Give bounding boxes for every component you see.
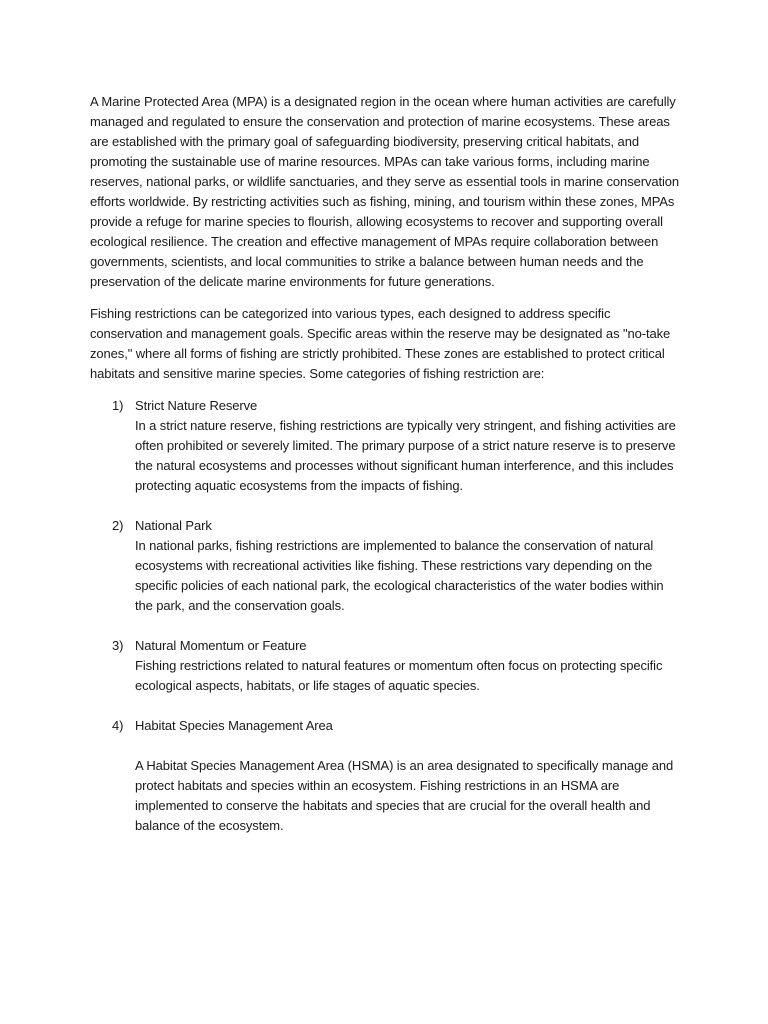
list-item-number: 3) xyxy=(112,638,124,653)
list-item xyxy=(90,636,680,696)
document-page xyxy=(90,92,680,856)
list-item-title: National Park xyxy=(135,518,212,533)
list-item-body: In national parks, fishing restrictions are implemented to balance the conservation of natural ecosystems with recreational activities like fishing. These restrictions vary depending on the specific policies of each national park, the ecological characteristics of the water bodies within the park, and the conservation goals. xyxy=(135,538,664,613)
intro-paragraph: A Marine Protected Area (MPA) is a designated region in the ocean where human activities are carefully managed and regulated to ensure the conservation and protection of marine ecosystems. These areas are established with the primary goal of safeguarding biodiversity, preserving critical habitats, and promoting the sustainable use of marine resources. MPAs can take various forms, including marine reserves, national parks, or wildlife sanctuaries, and they serve as essential tools in marine conservation efforts worldwide. By restricting activities such as fishing, mining, and tourism within these zones, MPAs provide a refuge for marine species to flourish, allowing ecosystems to recover and supporting overall ecological resilience. The creation and effective management of MPAs require collaboration between governments, scientists, and local communities to strike a balance between human needs and the preservation of the delicate marine environments for future generations. xyxy=(90,94,680,289)
list-item-body: Fishing restrictions related to natural features or momentum often focus on protecting specific ecological aspects, habitats, or life stages of aquatic species. xyxy=(135,658,663,693)
restriction-categories-list xyxy=(90,396,680,836)
list-item-number: 1) xyxy=(112,398,124,413)
list-item-body: In a strict nature reserve, fishing restrictions are typically very stringent, and fishing activities are often prohibited or severely limited. The primary purpose of a strict nature reserve is to preserve the natural ecosystems and processes without significant human interference, and this includes protecting aquatic ecosystems from the impacts of fishing. xyxy=(135,418,676,493)
list-item-number: 4) xyxy=(112,718,124,733)
list-item-title: Natural Momentum or Feature xyxy=(135,638,307,653)
list-item xyxy=(90,396,680,496)
fishing-restrictions-paragraph: Fishing restrictions can be categorized into various types, each designed to address specific conservation and management goals. Specific areas within the reserve may be designated as "no-take zones," where all forms of fishing are strictly prohibited. These zones are established to protect critical habitats and sensitive marine species. Some categories of fishing restriction are: xyxy=(90,306,671,381)
list-item-number: 2) xyxy=(112,518,124,533)
list-item xyxy=(90,716,680,836)
list-item xyxy=(90,516,680,616)
list-item-title: Strict Nature Reserve xyxy=(135,398,258,413)
list-item-title: Habitat Species Management Area xyxy=(135,718,333,733)
list-item-body: A Habitat Species Management Area (HSMA) is an area designated to specifically manage and protect habitats and species within an ecosystem. Fishing restrictions in an HSMA are implemented to conserve the habitats and species that are crucial for the overall health and balance of the ecosystem. xyxy=(135,758,674,833)
